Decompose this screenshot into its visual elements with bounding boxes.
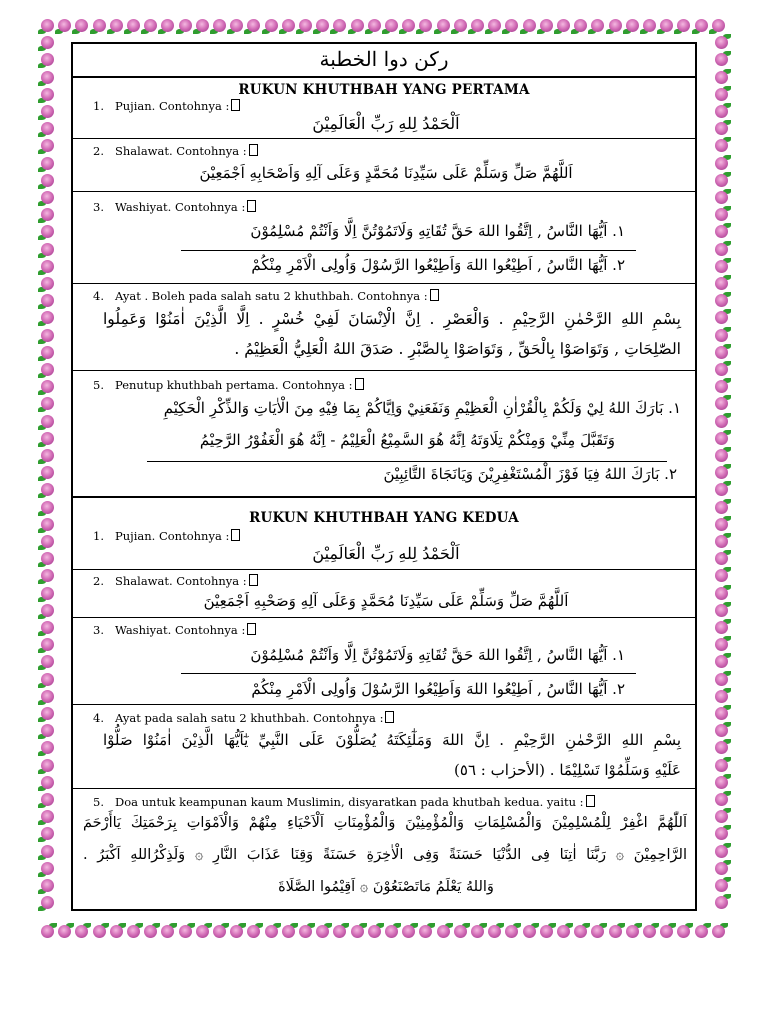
rose-flower-icon: [436, 18, 452, 34]
rose-flower-icon: [40, 586, 56, 602]
rose-flower-icon: [246, 924, 262, 940]
rose-flower-icon: [92, 18, 108, 34]
rose-flower-icon: [315, 18, 331, 34]
rose-flower-icon: [401, 18, 417, 34]
rose-flower-icon: [384, 18, 400, 34]
rose-flower-icon: [40, 826, 56, 842]
part2-item2-row: [73, 570, 695, 618]
rose-flower-icon: [590, 924, 606, 940]
rose-flower-icon: [556, 924, 572, 940]
rose-flower-icon: [40, 414, 56, 430]
rose-flower-icon: [281, 18, 297, 34]
rose-flower-icon: [40, 207, 56, 223]
missing-glyph-icon: [231, 529, 240, 541]
rose-flower-icon: [714, 706, 730, 722]
rose-flower-icon: [608, 924, 624, 940]
arabic-text: ١. اَيُّهَا النَّاسُ , اِتَّقُوا اللهَ حَقَّ تُقَاتِهِ وَلَاتَمُوْتُنَّ اِلَّا وَاَنْتُمْ مُسْلِمُوْنَ: [250, 222, 625, 240]
rose-flower-icon: [714, 190, 730, 206]
rose-flower-icon: [74, 18, 90, 34]
rose-flower-icon: [711, 18, 727, 34]
rose-flower-icon: [367, 18, 383, 34]
rose-flower-icon: [40, 844, 56, 860]
rose-flower-icon: [40, 465, 56, 481]
item-label: Ayat pada salah satu 2 khuthbah. Contohnya :: [115, 711, 384, 725]
rose-flower-icon: [470, 18, 486, 34]
rose-flower-icon: [714, 104, 730, 120]
rose-flower-icon: [40, 568, 56, 584]
rose-flower-icon: [711, 924, 727, 940]
rose-flower-icon: [714, 586, 730, 602]
rose-flower-icon: [714, 758, 730, 774]
rose-flower-icon: [590, 18, 606, 34]
rose-flower-icon: [714, 259, 730, 275]
rose-flower-icon: [714, 551, 730, 567]
rose-flower-icon: [40, 328, 56, 344]
part1-item2-row: [73, 139, 695, 192]
rose-flower-icon: [659, 18, 675, 34]
arabic-text: وَاللهُ يَعْلَمُ مَاتَصْنَعُوْنَ ۞ اَقِيْمُوا الصَّلَاةَ: [278, 879, 494, 895]
item-label: Penutup khuthbah pertama. Contohnya :: [115, 378, 353, 392]
rose-flower-icon: [212, 18, 228, 34]
item-number: 4.: [93, 711, 104, 725]
arabic-text: ١. اَيُّهَا النَّاسُ , اِتَّقُوا اللهَ حَقَّ تُقَاتِهِ وَلَاتَمُوْتُنَّ اِلَّا وَاَنْتُمْ مُسْلِمُوْنَ: [250, 646, 625, 664]
arabic-text: ٢. اَيُّهَا النَّاسُ , اَطِيْعُوا اللهَ وَاَطِيْعُوا الرَّسُوْلَ وَاُولِى الْاَمْرِ مِنْكُمْ: [251, 680, 625, 698]
rose-flower-icon: [573, 18, 589, 34]
rose-flower-icon: [694, 18, 710, 34]
item-number: 4.: [93, 289, 104, 303]
rose-flower-icon: [350, 18, 366, 34]
rose-flower-icon: [92, 924, 108, 940]
arabic-text: اَللّٰهُمَّ اغْفِرْ لِلْمُسْلِمِيْنَ وَالْمُسْلِمَاتِ وَالْمُؤْمِنِيْنَ وَالْمُؤْمِنَاتِ اَلْاَحْيَاءِ مِنْهُمْ وَالْاَمْوَاتِ بِرَحْمَتِكَ يَاأَرْحَمَ: [83, 815, 687, 831]
rose-flower-icon: [714, 654, 730, 670]
rose-flower-icon: [625, 924, 641, 940]
missing-glyph-icon: [355, 378, 364, 390]
rose-flower-icon: [714, 35, 730, 51]
khutbah-table: [71, 42, 697, 911]
rose-flower-icon: [714, 224, 730, 240]
rose-flower-icon: [487, 18, 503, 34]
rose-flower-icon: [659, 924, 675, 940]
arabic-text: وَتَقَبَّلَ مِنِّيْ وَمِنْكُمْ تِلَاوَتَهُ اِنَّهُ هُوَ السَّمِيْعُ الْعَلِيْمُ - اِنَّهُ هُوَ الْغَفُوْرُ الرَّحِيْمُ: [199, 431, 615, 449]
rose-flower-icon: [608, 18, 624, 34]
rose-flower-icon: [714, 826, 730, 842]
rose-flower-icon: [40, 620, 56, 636]
missing-glyph-icon: [385, 711, 394, 723]
part2-item4-row: [73, 705, 695, 789]
rose-flower-icon: [539, 924, 555, 940]
rose-flower-icon: [126, 18, 142, 34]
item-label: Ayat . Boleh pada salah satu 2 khuthbah. Contohnya :: [115, 289, 428, 303]
rose-flower-icon: [470, 924, 486, 940]
header-row: [73, 44, 695, 78]
rose-flower-icon: [676, 924, 692, 940]
rose-flower-icon: [522, 924, 538, 940]
rose-flower-icon: [504, 924, 520, 940]
arabic-text: اَللَّهُمَّ صَلِّ وَسَلِّمْ عَلَى سَيِّدِنَا مُحَمَّدٍ وَعَلَى آلِهِ وَصَحْبِهِ اَجْمَعِيْنَ: [203, 592, 569, 610]
rose-flower-icon: [714, 534, 730, 550]
underline: [181, 673, 636, 674]
arabic-text: اَلْحَمْدُ لِلهِ رَبِّ الْعَالَمِيْنَ: [312, 114, 460, 133]
rose-flower-icon: [40, 500, 56, 516]
rose-flower-icon: [143, 18, 159, 34]
rose-flower-icon: [401, 924, 417, 940]
rose-flower-icon: [229, 18, 245, 34]
rose-flower-icon: [642, 18, 658, 34]
item-number: 5.: [93, 378, 104, 392]
rose-flower-icon: [40, 878, 56, 894]
rose-flower-icon: [195, 924, 211, 940]
rose-flower-icon: [315, 924, 331, 940]
item-number: 1.: [93, 529, 104, 543]
rose-flower-icon: [714, 878, 730, 894]
rose-flower-icon: [40, 259, 56, 275]
item-label: Doa untuk keampunan kaum Muslimin, disyaratkan pada khutbah kedua. yaitu :: [115, 795, 584, 809]
rose-flower-icon: [40, 104, 56, 120]
rose-flower-icon: [40, 723, 56, 739]
rose-flower-icon: [714, 448, 730, 464]
rose-flower-icon: [504, 18, 520, 34]
rose-flower-icon: [714, 414, 730, 430]
rose-flower-icon: [298, 18, 314, 34]
rose-flower-icon: [556, 18, 572, 34]
rose-flower-icon: [40, 551, 56, 567]
rose-flower-icon: [539, 18, 555, 34]
rose-flower-icon: [332, 18, 348, 34]
rose-flower-icon: [625, 18, 641, 34]
rose-flower-icon: [714, 792, 730, 808]
rose-flower-icon: [332, 924, 348, 940]
rose-flower-icon: [642, 924, 658, 940]
rose-flower-icon: [281, 924, 297, 940]
rose-flower-icon: [40, 672, 56, 688]
item-number: 3.: [93, 623, 104, 637]
rose-flower-icon: [40, 362, 56, 378]
rose-flower-icon: [522, 18, 538, 34]
rose-flower-icon: [40, 482, 56, 498]
rose-flower-icon: [573, 924, 589, 940]
missing-glyph-icon: [249, 574, 258, 586]
rose-flower-icon: [714, 156, 730, 172]
rose-flower-icon: [143, 924, 159, 940]
rose-flower-icon: [57, 18, 73, 34]
rose-flower-icon: [714, 431, 730, 447]
rose-flower-icon: [714, 362, 730, 378]
part1-item5-row: [73, 371, 695, 498]
rose-flower-icon: [40, 18, 56, 34]
rose-flower-icon: [714, 603, 730, 619]
rose-flower-icon: [126, 924, 142, 940]
rose-flower-icon: [714, 173, 730, 189]
part1-item3-row: [73, 192, 695, 284]
rose-flower-icon: [694, 924, 710, 940]
rose-flower-icon: [160, 924, 176, 940]
rose-flower-icon: [714, 620, 730, 636]
rose-flower-icon: [714, 207, 730, 223]
rose-flower-icon: [714, 775, 730, 791]
rose-flower-icon: [714, 689, 730, 705]
rose-flower-icon: [57, 924, 73, 940]
rose-flower-icon: [714, 500, 730, 516]
rose-flower-icon: [40, 173, 56, 189]
missing-glyph-icon: [231, 99, 240, 111]
rose-flower-icon: [40, 924, 56, 940]
item-number: 3.: [93, 200, 104, 214]
rose-flower-icon: [40, 809, 56, 825]
rose-flower-icon: [714, 87, 730, 103]
rose-flower-icon: [246, 18, 262, 34]
rose-flower-icon: [40, 379, 56, 395]
part2-item1-row: [73, 498, 695, 570]
arabic-text: اَللَّهُمَّ صَلِّ وَسَلِّمْ عَلَى سَيِّدِنَا مُحَمَّدٍ وَعَلَى آلِهِ وَاَصْحَابِهِ اَجْمَعِيْنَ: [199, 164, 573, 182]
item-number: 2.: [93, 574, 104, 588]
arabic-text: الرَّاحِمِيْنَ ۞ رَبَّنَا اٰتِنَا فِى الدُّنْيَا حَسَنَةً وَفِى الْاٰخِرَةِ حَسَنَةً وَقِنَا عَذَابَ النَّارِ ۞ وَلَذِكْرُاللهِ اَكْبَرُ .: [83, 847, 687, 863]
rose-flower-icon: [40, 431, 56, 447]
item-label: Washiyat. Contohnya :: [115, 623, 246, 637]
rose-flower-icon: [714, 809, 730, 825]
rose-flower-icon: [436, 924, 452, 940]
rose-flower-icon: [714, 345, 730, 361]
rose-flower-icon: [40, 895, 56, 911]
arabic-text: بِسْمِ اللهِ الرَّحْمٰنِ الرَّحِيْمِ . اِنَّ اللهَ وَمَلٰٓئِكَتَهُ يُصَلُّوْنَ عَلَى النَّبِيِّ يٰٓاَيُّهَا الَّذِيْنَ اٰمَنُوْا صَلُّوْا: [103, 731, 681, 749]
item-label: Shalawat. Contohnya :: [115, 574, 247, 588]
arabic-text: ١. بَارَكَ اللهُ لِيْ وَلَكُمْ بِالْقُرْاٰنِ الْعَظِيْمِ وَنَفَعَنِيْ وَاِيَّاكُمْ بِمَا فِيْهِ مِنَ الْاٰيَاتِ وَالذِّكْرِ الْحَكِيْمِ: [163, 399, 681, 417]
item-label: Pujian. Contohnya :: [115, 529, 230, 543]
rose-flower-icon: [714, 465, 730, 481]
part2-heading: RUKUN KHUTHBAH YANG KEDUA: [249, 510, 519, 526]
rose-flower-icon: [418, 18, 434, 34]
rose-flower-icon: [714, 379, 730, 395]
rose-flower-icon: [714, 70, 730, 86]
rose-flower-icon: [714, 723, 730, 739]
rose-flower-icon: [298, 924, 314, 940]
rose-flower-icon: [74, 924, 90, 940]
rose-flower-icon: [40, 293, 56, 309]
rose-flower-icon: [40, 345, 56, 361]
rose-flower-icon: [40, 861, 56, 877]
rose-flower-icon: [160, 18, 176, 34]
rose-flower-icon: [40, 448, 56, 464]
rose-flower-icon: [178, 18, 194, 34]
rose-flower-icon: [40, 35, 56, 51]
part2-item5-row: [73, 789, 695, 909]
rose-flower-icon: [714, 637, 730, 653]
rose-flower-icon: [109, 18, 125, 34]
rose-flower-icon: [212, 924, 228, 940]
rose-flower-icon: [384, 924, 400, 940]
rose-flower-icon: [714, 482, 730, 498]
rose-flower-icon: [676, 18, 692, 34]
rose-flower-icon: [487, 924, 503, 940]
item-label: Shalawat. Contohnya :: [115, 144, 247, 158]
rose-flower-icon: [714, 396, 730, 412]
rose-flower-icon: [40, 310, 56, 326]
rose-flower-icon: [109, 924, 125, 940]
rose-flower-icon: [453, 18, 469, 34]
rose-flower-icon: [453, 924, 469, 940]
arabic-text: بِسْمِ اللهِ الرَّحْمٰنِ الرَّحِيْمِ . وَالْعَصْرِ . اِنَّ الْاِنْسَانَ لَفِيْ خُسْرٍ . اِلَّا الَّذِيْنَ اٰمَنُوْا وَعَمِلُوا: [103, 310, 681, 328]
rose-flower-icon: [714, 310, 730, 326]
rose-flower-icon: [264, 924, 280, 940]
rose-flower-icon: [714, 844, 730, 860]
rose-flower-icon: [714, 672, 730, 688]
arabic-text: عَلَيْهِ وَسَلِّمُوْا تَسْلِيْمًا . (الأحزاب : ٥٦): [454, 761, 681, 779]
rose-flower-icon: [714, 568, 730, 584]
rose-flower-icon: [714, 517, 730, 533]
rose-flower-icon: [714, 52, 730, 68]
arabic-text: ٢. بَارَكَ اللهُ فِيَا فَوْزَ الْمُسْتَغْفِرِيْنَ وَيَانَجَاةَ التَّائِبِيْنَ: [383, 465, 677, 483]
part2-item3-row: [73, 618, 695, 705]
rose-flower-icon: [40, 70, 56, 86]
rose-flower-icon: [40, 706, 56, 722]
rose-flower-icon: [367, 924, 383, 940]
rose-flower-icon: [195, 18, 211, 34]
arabic-text: ٢. اَيُّهَا النَّاسُ , اَطِيْعُوا اللهَ وَاَطِيْعُوا الرَّسُوْلَ وَاُولِى الْاَمْرِ مِنْكُمْ: [251, 256, 625, 274]
item-number: 2.: [93, 144, 104, 158]
rose-flower-icon: [40, 276, 56, 292]
rose-flower-icon: [714, 895, 730, 911]
rose-flower-icon: [40, 603, 56, 619]
arabic-text: اَلْحَمْدُ لِلهِ رَبِّ الْعَالَمِيْنَ: [312, 544, 460, 563]
rose-flower-icon: [714, 861, 730, 877]
rose-flower-icon: [40, 121, 56, 137]
rose-flower-icon: [714, 328, 730, 344]
rose-flower-icon: [40, 224, 56, 240]
rose-flower-icon: [40, 758, 56, 774]
rose-flower-icon: [40, 138, 56, 154]
part1-item4-row: [73, 284, 695, 371]
header-title: ركن دوا الخطبة: [319, 47, 449, 71]
rose-flower-icon: [40, 740, 56, 756]
part1-heading: RUKUN KHUTHBAH YANG PERTAMA: [238, 82, 530, 98]
rose-flower-icon: [178, 924, 194, 940]
rose-flower-icon: [714, 740, 730, 756]
rose-flower-icon: [40, 775, 56, 791]
item-number: 5.: [93, 795, 104, 809]
rose-flower-icon: [40, 637, 56, 653]
missing-glyph-icon: [247, 623, 256, 635]
rose-flower-icon: [714, 242, 730, 258]
rose-flower-icon: [40, 689, 56, 705]
rose-flower-icon: [40, 792, 56, 808]
underline: [181, 250, 636, 251]
rose-flower-icon: [350, 924, 366, 940]
rose-flower-icon: [714, 293, 730, 309]
rose-flower-icon: [40, 242, 56, 258]
rose-flower-icon: [714, 276, 730, 292]
rose-flower-icon: [40, 534, 56, 550]
rose-flower-icon: [40, 87, 56, 103]
rose-flower-icon: [229, 924, 245, 940]
part1-item1-row: [73, 78, 695, 139]
missing-glyph-icon: [249, 144, 258, 156]
rose-flower-icon: [40, 396, 56, 412]
rose-flower-icon: [40, 654, 56, 670]
rose-flower-icon: [714, 138, 730, 154]
missing-glyph-icon: [586, 795, 595, 807]
underline: [147, 461, 667, 462]
arabic-text: الصّٰلِحَاتِ , وَتَوَاصَوْا بِالْحَقِّ , وَتَوَاصَوْا بِالصَّبْرِ . صَدَقَ اللهُ الْعَلِيُّ الْعَظِيْمُ .: [234, 340, 681, 358]
rose-flower-icon: [40, 190, 56, 206]
missing-glyph-icon: [247, 200, 256, 212]
item-label: Washiyat. Contohnya :: [115, 200, 246, 214]
missing-glyph-icon: [430, 289, 439, 301]
rose-flower-icon: [40, 156, 56, 172]
rose-flower-icon: [40, 52, 56, 68]
item-number: 1.: [93, 99, 104, 113]
rose-flower-icon: [714, 121, 730, 137]
item-label: Pujian. Contohnya :: [115, 99, 230, 113]
rose-flower-icon: [40, 517, 56, 533]
rose-flower-icon: [418, 924, 434, 940]
rose-flower-icon: [264, 18, 280, 34]
